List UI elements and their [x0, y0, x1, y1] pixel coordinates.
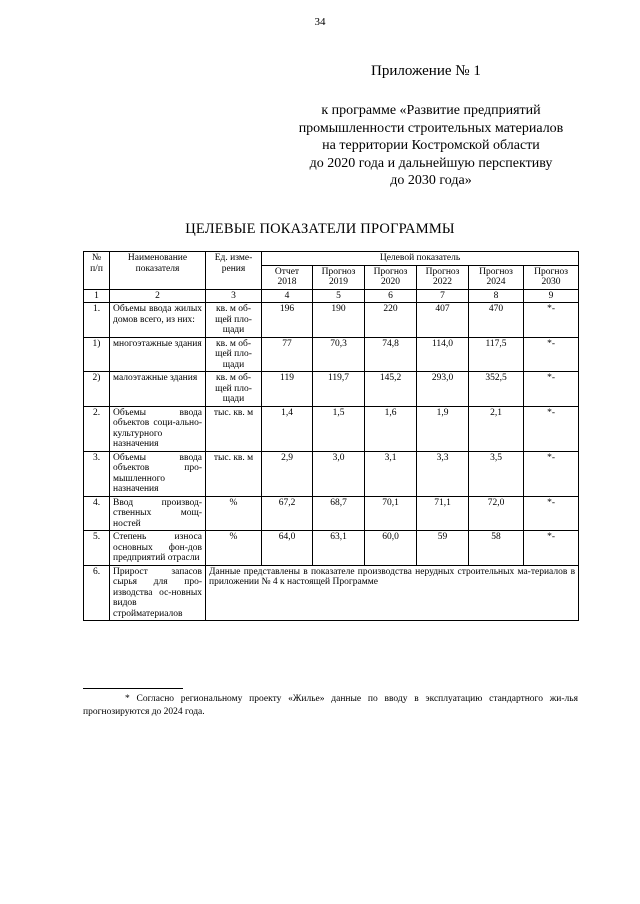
row-name: малоэтажные здания	[110, 372, 206, 407]
header-period: Прогноз 2022	[417, 265, 469, 289]
header-unit: Ед. изме-рения	[206, 252, 262, 290]
row-num: 5.	[84, 531, 110, 566]
row-value: 64,0	[262, 531, 313, 566]
row-value: 63,1	[313, 531, 365, 566]
row-unit: тыс. кв. м	[206, 451, 262, 496]
header-target: Целевой показатель	[262, 252, 579, 266]
table-row	[84, 451, 579, 496]
row-unit: %	[206, 496, 262, 531]
header-row	[84, 252, 579, 266]
header-period: Прогноз 2019	[313, 265, 365, 289]
row-value: 74,8	[365, 337, 417, 372]
row-unit: кв. м об-щей пло-щади	[206, 337, 262, 372]
row-value: 1,4	[262, 406, 313, 451]
row-value: 72,0	[469, 496, 524, 531]
row-value: 1,5	[313, 406, 365, 451]
row-value: 68,7	[313, 496, 365, 531]
column-number: 2	[110, 289, 206, 303]
header-name: Наименование показателя	[110, 252, 206, 290]
row-value: 2,9	[262, 451, 313, 496]
table-row	[84, 372, 579, 407]
row-value: 293,0	[417, 372, 469, 407]
row-unit: %	[206, 531, 262, 566]
column-number: 6	[365, 289, 417, 303]
row-value: *-	[524, 496, 579, 531]
row-value: *-	[524, 372, 579, 407]
row-unit: кв. м об-щей пло-щади	[206, 303, 262, 338]
row-value: 3,3	[417, 451, 469, 496]
target-indicators-table	[83, 251, 579, 621]
row-value: *-	[524, 451, 579, 496]
row-value: 60,0	[365, 531, 417, 566]
row-unit: тыс. кв. м	[206, 406, 262, 451]
row-value: *-	[524, 406, 579, 451]
row-value: 58	[469, 531, 524, 566]
table-row	[84, 337, 579, 372]
footnote-rule	[83, 688, 183, 689]
row-value: 70,3	[313, 337, 365, 372]
appendix-title: Приложение № 1	[371, 63, 481, 79]
row-value: 2,1	[469, 406, 524, 451]
row-value: 67,2	[262, 496, 313, 531]
column-number: 3	[206, 289, 262, 303]
row-value: 220	[365, 303, 417, 338]
row-name: Степень износа основных фон-дов предприятий отрасли	[110, 531, 206, 566]
row-name: Ввод производ-ственных мощ-ностей	[110, 496, 206, 531]
header-num: № п/п	[84, 252, 110, 290]
document-heading: ЦЕЛЕВЫЕ ПОКАЗАТЕЛИ ПРОГРАММЫ	[185, 221, 455, 237]
column-numbers-row	[84, 289, 579, 303]
row-value: 3,5	[469, 451, 524, 496]
row-num: 4.	[84, 496, 110, 531]
row-value: 114,0	[417, 337, 469, 372]
row-num: 2)	[84, 372, 110, 407]
row-name: Объемы ввода жилых домов всего, из них:	[110, 303, 206, 338]
row-value: 352,5	[469, 372, 524, 407]
header-period: Прогноз 2030	[524, 265, 579, 289]
row-name: Объемы ввода объектов соци-ально-культурного назначения	[110, 406, 206, 451]
row-value: 3,1	[365, 451, 417, 496]
row-name: Прирост запасов сырья для про-изводства ос-новных видов стройматериалов	[110, 565, 206, 621]
row-value: *-	[524, 337, 579, 372]
appendix-subtitle-line: на территории Костромской области	[322, 138, 540, 153]
row-note: Данные представлены в показателе производства нерудных строительных ма-териалов в приложении № 4 к настоящей Программе	[206, 565, 579, 621]
row-value: 77	[262, 337, 313, 372]
page-number: 34	[314, 16, 326, 28]
appendix-subtitle-line: до 2020 года и дальнейшую перспективу	[309, 155, 553, 171]
row-value: 119,7	[313, 372, 365, 407]
row-name: Объемы ввода объектов про-мышленного назначения	[110, 451, 206, 496]
row-value: 117,5	[469, 337, 524, 372]
row-num: 2.	[84, 406, 110, 451]
table-row-last	[84, 565, 579, 621]
row-value: 71,1	[417, 496, 469, 531]
row-num: 1.	[84, 303, 110, 338]
row-value: 119	[262, 372, 313, 407]
row-unit: кв. м об-щей пло-щади	[206, 372, 262, 407]
column-number: 9	[524, 289, 579, 303]
column-number: 8	[469, 289, 524, 303]
header-period: Отчет 2018	[262, 265, 313, 289]
header-period: Прогноз 2024	[469, 265, 524, 289]
row-value: 470	[469, 303, 524, 338]
appendix-subtitle-line: промышленности строительных материалов	[298, 120, 564, 136]
appendix-subtitle	[280, 102, 582, 190]
row-value: 1,6	[365, 406, 417, 451]
row-value: *-	[524, 303, 579, 338]
row-name: многоэтажные здания	[110, 337, 206, 372]
row-value: 1,9	[417, 406, 469, 451]
column-number: 4	[262, 289, 313, 303]
row-value: 407	[417, 303, 469, 338]
column-number: 7	[417, 289, 469, 303]
row-num: 6.	[84, 565, 110, 621]
table-row	[84, 406, 579, 451]
appendix-subtitle-line: к программе «Развитие предприятий	[321, 103, 541, 118]
row-value: 70,1	[365, 496, 417, 531]
row-num: 1)	[84, 337, 110, 372]
row-value: 59	[417, 531, 469, 566]
row-value: 3,0	[313, 451, 365, 496]
row-value: *-	[524, 531, 579, 566]
footnote: * Согласно региональному проекту «Жилье» данные по вводу в эксплуатацию стандартного жи-лья прогнозируются до 2024 года.	[83, 694, 578, 717]
table-row	[84, 496, 579, 531]
column-number: 1	[84, 289, 110, 303]
row-num: 3.	[84, 451, 110, 496]
row-value: 145,2	[365, 372, 417, 407]
table-row	[84, 303, 579, 338]
appendix-subtitle-line: до 2030 года»	[390, 173, 472, 188]
column-number: 5	[313, 289, 365, 303]
header-period: Прогноз 2020	[365, 265, 417, 289]
row-value: 196	[262, 303, 313, 338]
row-value: 190	[313, 303, 365, 338]
table-row	[84, 531, 579, 566]
